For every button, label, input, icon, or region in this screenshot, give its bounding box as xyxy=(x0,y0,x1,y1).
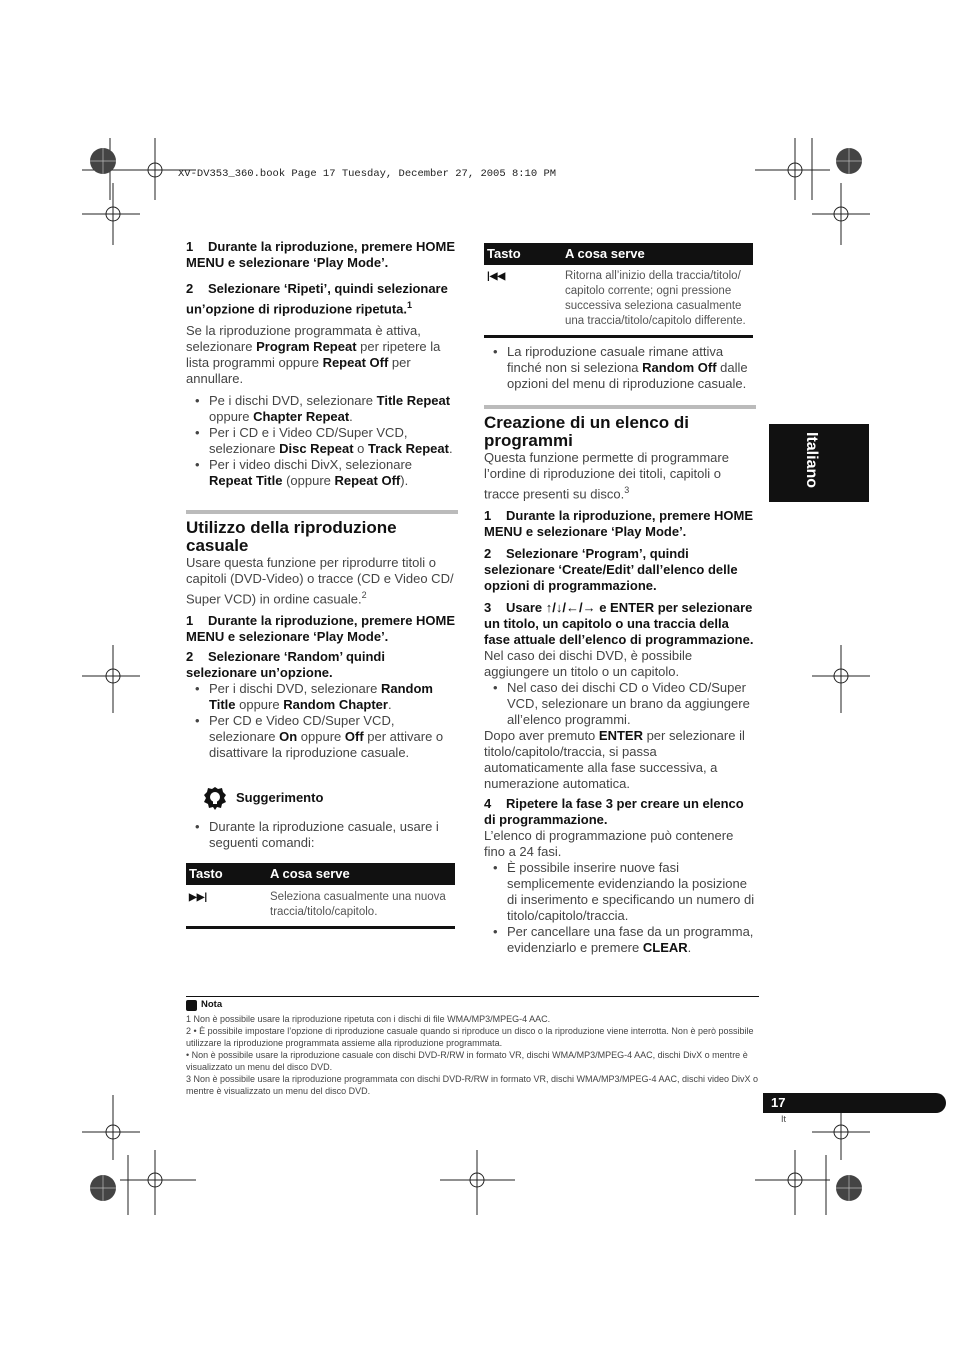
lightbulb-icon xyxy=(202,785,228,811)
list-item: • Per cancellare una fase da un programma, evidenziarlo e premere CLEAR. xyxy=(484,924,756,956)
previous-icon: |◀◀ xyxy=(487,271,506,282)
paragraph-program-repeat: Se la riproduzione programmata è attiva, selezionare Program Repeat per ripetere la lista programmi oppure Repeat Off per annullare. xyxy=(186,323,441,387)
note-line: 3 Non è possibile usare la riproduzione programmata con dischi DVD-R/RW in formato VR, dischi WMA/MP3/MPEG-4 AAC, dischi video DivX o mentre è visualizzato un menu del disco DVD. xyxy=(186,1074,759,1096)
step-4: 4 Ripetere la fase 3 per creare un elenco di programmazione. xyxy=(484,796,744,828)
random-keys-table xyxy=(186,863,455,929)
paragraph-dvd: Nel caso dei dischi DVD, è possibile aggiungere un titolo o un capitolo. xyxy=(484,648,693,680)
list-item: • Per i CD e i Video CD/Super VCD, selezionare Disc Repeat o Track Repeat. xyxy=(186,425,458,457)
section-title-program: Creazione di un elenco di programmi xyxy=(484,405,756,450)
list-item: • Durante la riproduzione casuale, usare i seguenti comandi: xyxy=(186,819,458,851)
section-intro-random: Usare questa funzione per riprodurre titoli o capitoli (DVD-Video) o tracce (CD e Video CD/ Super VCD) in ordine casuale.$^2$ xyxy=(186,555,454,607)
table-row: ▶▶| Seleziona casualmente una nuova traccia/titolo/capitolo. xyxy=(186,885,455,929)
tip-header xyxy=(186,785,458,811)
note-line: 1 Non è possibile usare la riproduzione ripetuta con i dischi di file WMA/MP3/MPEG-4 AAC. xyxy=(186,1014,551,1024)
step-2: 2 Selezionare ‘Ripeti’, quindi selezionare un’opzione di riproduzione ripetuta.$^1$ xyxy=(186,281,448,317)
next-icon: ▶▶| xyxy=(189,891,208,903)
list-item: • È possibile inserire nuove fasi semplicemente evidenziando la posizione di inserimento e specificando un numero di titolo/capitolo/traccia. xyxy=(484,860,756,924)
tip-title: Suggerimento xyxy=(236,789,324,805)
section-title-random: Utilizzo della riproduzione casuale xyxy=(186,510,458,555)
left-column xyxy=(186,239,458,929)
language-code: It xyxy=(781,1114,787,1124)
table-row: |◀◀ Ritorna all’inizio della traccia/titolo/ capitolo corrente; ogni pressione successiva seleziona casualmente una traccia/titolo/capitolo differente. xyxy=(484,265,753,338)
section-intro-program: Questa funzione permette di programmare l’ordine di riproduzione dei titoli, capitoli o tracce presenti su disco.$^3$ xyxy=(484,450,729,502)
list-item: • Per i video dischi DivX, selezionare Repeat Title (oppure Repeat Off). xyxy=(186,457,458,489)
page-number-tab xyxy=(763,1093,946,1113)
footnotes xyxy=(186,996,759,1097)
paragraph-enter: Dopo aver premuto ENTER per selezionare il titolo/capitolo/traccia, si passa automaticamente alla fase successiva, a numerazione automatica. xyxy=(484,728,745,792)
note-line: 2 • È possibile impostare l’opzione di riproduzione casuale quando si riproduce un disco o la riproduzione viene interrotta. Non è però possibile utilizzare la riproduzione programmata assieme alla riproduzione programmata. xyxy=(186,1026,754,1048)
note-header: Nota xyxy=(186,999,759,1011)
list-item: • Pe i dischi DVD, selezionare Title Repeat oppure Chapter Repeat. xyxy=(186,393,458,425)
step-1: 1 Durante la riproduzione, premere HOME MENU e selezionare ‘Play Mode’. xyxy=(186,612,456,644)
language-tab: Italiano xyxy=(769,424,869,502)
step-2: 2 Selezionare ‘Random’ quindi selezionare un’opzione. xyxy=(186,648,385,680)
note-icon xyxy=(186,1000,197,1011)
random-keys-table-cont xyxy=(484,243,753,338)
table-header: Tasto A cosa serve xyxy=(484,243,753,265)
list-item: • Per i dischi DVD, selezionare Random Title oppure Random Chapter. xyxy=(186,681,458,713)
right-column xyxy=(484,243,756,956)
step-2: 2 Selezionare ‘Program’, quindi selezionare ‘Create/Edit’ dall’elenco delle opzioni di programmazione. xyxy=(484,546,738,594)
list-item: • Per CD e Video CD/Super VCD, selezionare On oppure Off per attivare o disattivare la riproduzione casuale. xyxy=(186,713,458,761)
list-item: • La riproduzione casuale rimane attiva finché non si seleziona Random Off dalle opzioni del menu di riproduzione casuale. xyxy=(484,344,756,392)
note-line: • Non è possibile usare la riproduzione casuale con dischi DVD-R/RW in formato VR, dischi WMA/MP3/MPEG-4 AAC, dischi DivX o mentre è visualizzato un menu del disco DVD. xyxy=(186,1050,748,1072)
step-3: 3 Usare ↑/↓/←/→ e ENTER per selezionare un titolo, un capitolo o una traccia della fase attuale dell’elenco di programmazione. xyxy=(484,600,754,648)
table-header: Tasto A cosa serve xyxy=(186,863,455,885)
step-1: 1 Durante la riproduzione, premere HOME MENU e selezionare ‘Play Mode’. xyxy=(186,239,456,270)
step-1: 1 Durante la riproduzione, premere HOME MENU e selezionare ‘Play Mode’. xyxy=(484,508,754,540)
print-header: XV-DV353_360.book Page 17 Tuesday, December 27, 2005 8:10 PM xyxy=(178,168,557,180)
paragraph-24-steps: L’elenco di programmazione può contenere fino a 24 fasi. xyxy=(484,828,734,860)
page-number: 17 xyxy=(771,1095,786,1110)
list-item: • Nel caso dei dischi CD o Video CD/Super VCD, selezionare un brano da aggiungere all’elenco programmi. xyxy=(484,680,756,728)
